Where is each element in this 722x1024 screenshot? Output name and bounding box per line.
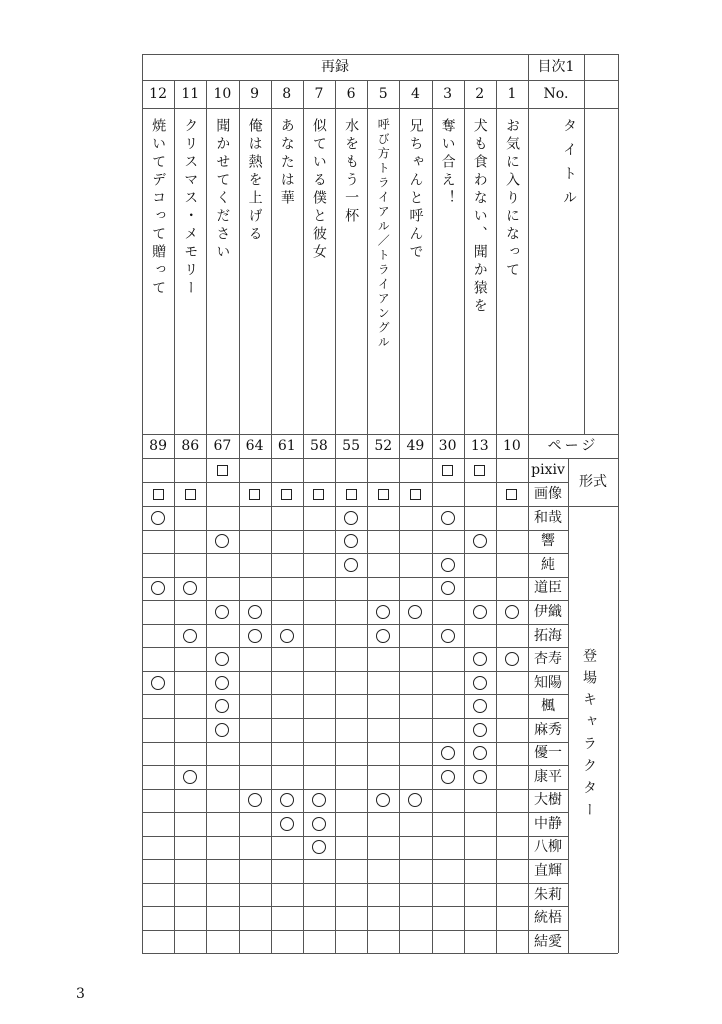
appearance-mark — [151, 581, 165, 595]
work-title: 呼び方トライアル／トライアングル — [376, 118, 391, 350]
character-name: 中静 — [534, 815, 562, 832]
rule-work-column — [239, 80, 240, 953]
work-no: 4 — [410, 86, 420, 102]
work-page: 58 — [310, 438, 328, 454]
work-no: 2 — [475, 86, 485, 102]
appearance-mark — [441, 581, 455, 595]
character-name: 大樹 — [534, 792, 562, 809]
format-pixiv-mark — [442, 465, 453, 476]
appearance-mark — [248, 793, 262, 807]
character-name: 道臣 — [534, 580, 562, 597]
appearance-mark — [215, 676, 229, 690]
appearance-mark — [473, 723, 487, 737]
work-page: 67 — [213, 438, 232, 454]
characters-label: 登場キャラクター — [581, 648, 597, 824]
work-no: 9 — [250, 86, 260, 102]
appearance-mark — [505, 652, 519, 666]
format-image-mark — [506, 489, 517, 500]
appearance-mark — [151, 511, 165, 525]
character-name: 直輝 — [534, 863, 562, 880]
format-image-mark — [410, 489, 421, 500]
appearance-mark — [312, 840, 326, 854]
appearance-mark — [183, 770, 197, 784]
table-border-right — [618, 54, 619, 953]
toc-title: 目次1 — [537, 59, 575, 75]
page-number: 3 — [76, 986, 85, 1002]
work-title: あなたは華 — [278, 118, 295, 208]
work-title: 似ている僕と彼女 — [310, 118, 327, 262]
rule-label-column — [568, 458, 569, 953]
appearance-mark — [473, 676, 487, 690]
work-title: クリスマス・メモリー — [182, 118, 199, 298]
appearance-mark — [248, 629, 262, 643]
appearance-mark — [215, 605, 229, 619]
work-page: 13 — [470, 438, 489, 454]
format-image-mark — [153, 489, 164, 500]
appearance-mark — [473, 699, 487, 713]
character-name: 優一 — [534, 745, 562, 762]
character-name: 康平 — [534, 768, 562, 785]
work-title: 俺は熱を上げる — [246, 118, 263, 244]
appearance-mark — [215, 699, 229, 713]
work-no: 1 — [507, 86, 517, 102]
character-name: 杏寿 — [534, 651, 562, 668]
group-title: 再録 — [321, 59, 349, 75]
appearance-mark — [183, 581, 197, 595]
appearance-mark — [473, 605, 487, 619]
work-title: 兄ちゃんと呼んで — [407, 118, 424, 262]
work-title: 奪い合え！ — [439, 118, 456, 208]
work-page: 61 — [277, 438, 296, 454]
appearance-mark — [151, 676, 165, 690]
character-name: 和哉 — [534, 509, 562, 526]
appearance-mark — [215, 534, 229, 548]
format-image-mark — [313, 489, 324, 500]
work-no: 11 — [181, 86, 200, 102]
work-title: お気に入りになって — [503, 118, 520, 280]
work-page: 64 — [245, 438, 264, 454]
appearance-mark — [215, 723, 229, 737]
work-no: 5 — [378, 86, 388, 102]
work-no: 12 — [149, 86, 167, 102]
work-no: 3 — [443, 86, 453, 102]
table-border-top — [142, 54, 618, 55]
character-name: 響 — [541, 533, 555, 550]
work-no: 8 — [282, 86, 292, 102]
character-name: 伊織 — [534, 603, 562, 620]
appearance-mark — [376, 605, 390, 619]
appearance-mark — [376, 793, 390, 807]
rule-work-column — [174, 80, 175, 953]
work-page: 89 — [149, 438, 167, 454]
rule-work-column — [335, 80, 336, 953]
work-title: 聞かせてください — [214, 118, 231, 262]
page-label: ページ — [547, 438, 599, 454]
format-image-label: 画像 — [534, 486, 562, 502]
appearance-mark — [215, 652, 229, 666]
appearance-mark — [473, 770, 487, 784]
format-image-mark — [185, 489, 196, 500]
appearance-mark — [376, 629, 390, 643]
format-pixiv-mark — [217, 465, 228, 476]
appearance-mark — [312, 793, 326, 807]
rule-toc-column — [584, 54, 585, 434]
work-no: 7 — [314, 86, 324, 102]
rule-work-column — [432, 80, 433, 953]
rule-work-column — [496, 80, 497, 953]
appearance-mark — [344, 534, 358, 548]
appearance-mark — [473, 534, 487, 548]
appearance-mark — [280, 817, 294, 831]
rule-title-row — [142, 108, 618, 109]
rule-work-column — [464, 80, 465, 953]
format-pixiv-mark — [474, 465, 485, 476]
character-name: 知陽 — [534, 674, 562, 691]
appearance-mark — [344, 558, 358, 572]
work-title: 犬も食わない、聞か猿を — [471, 118, 488, 316]
appearance-mark — [505, 605, 519, 619]
character-name: 結愛 — [534, 933, 562, 950]
appearance-mark — [280, 629, 294, 643]
format-image-mark — [249, 489, 260, 500]
no-label: No. — [543, 86, 569, 102]
format-pixiv-label: pixiv — [531, 462, 565, 478]
rule-work-column — [206, 80, 207, 953]
character-name: 統梧 — [534, 910, 562, 927]
work-page: 30 — [438, 438, 457, 454]
format-image-mark — [346, 489, 357, 500]
work-page: 10 — [503, 438, 521, 454]
appearance-mark — [441, 558, 455, 572]
rule-work-column — [367, 80, 368, 953]
appearance-mark — [408, 605, 422, 619]
work-title: 水をもう一杯 — [343, 118, 360, 226]
appearance-mark — [473, 652, 487, 666]
appearance-mark — [441, 629, 455, 643]
format-label: 形式 — [579, 474, 607, 490]
work-title: 焼いてデコって贈って — [150, 118, 167, 298]
appearance-mark — [441, 746, 455, 760]
character-name: 拓海 — [534, 627, 562, 644]
character-name: 麻秀 — [534, 721, 562, 738]
format-image-mark — [281, 489, 292, 500]
appearance-mark — [441, 770, 455, 784]
appearance-mark — [312, 817, 326, 831]
rule-work-column — [303, 80, 304, 953]
table-border-left — [142, 54, 143, 953]
work-page: 55 — [342, 438, 360, 454]
work-no: 10 — [213, 86, 232, 102]
work-page: 52 — [374, 438, 393, 454]
appearance-mark — [248, 605, 262, 619]
rule-format-row — [142, 458, 618, 459]
appearance-mark — [280, 793, 294, 807]
appearance-mark — [344, 511, 358, 525]
appearance-mark — [408, 793, 422, 807]
appearance-mark — [441, 511, 455, 525]
work-page: 49 — [406, 438, 425, 454]
character-name: 八柳 — [534, 839, 562, 856]
character-name: 朱莉 — [534, 886, 562, 903]
rule-work-column — [271, 80, 272, 953]
work-page: 86 — [181, 438, 200, 454]
rule-work-column — [399, 80, 400, 953]
table-border-bottom — [142, 953, 618, 954]
title-label: タイトル — [561, 118, 577, 214]
work-no: 6 — [346, 86, 356, 102]
format-image-mark — [378, 489, 389, 500]
appearance-mark — [183, 629, 197, 643]
character-name: 純 — [541, 556, 555, 573]
character-name: 楓 — [541, 698, 555, 715]
appearance-mark — [473, 746, 487, 760]
